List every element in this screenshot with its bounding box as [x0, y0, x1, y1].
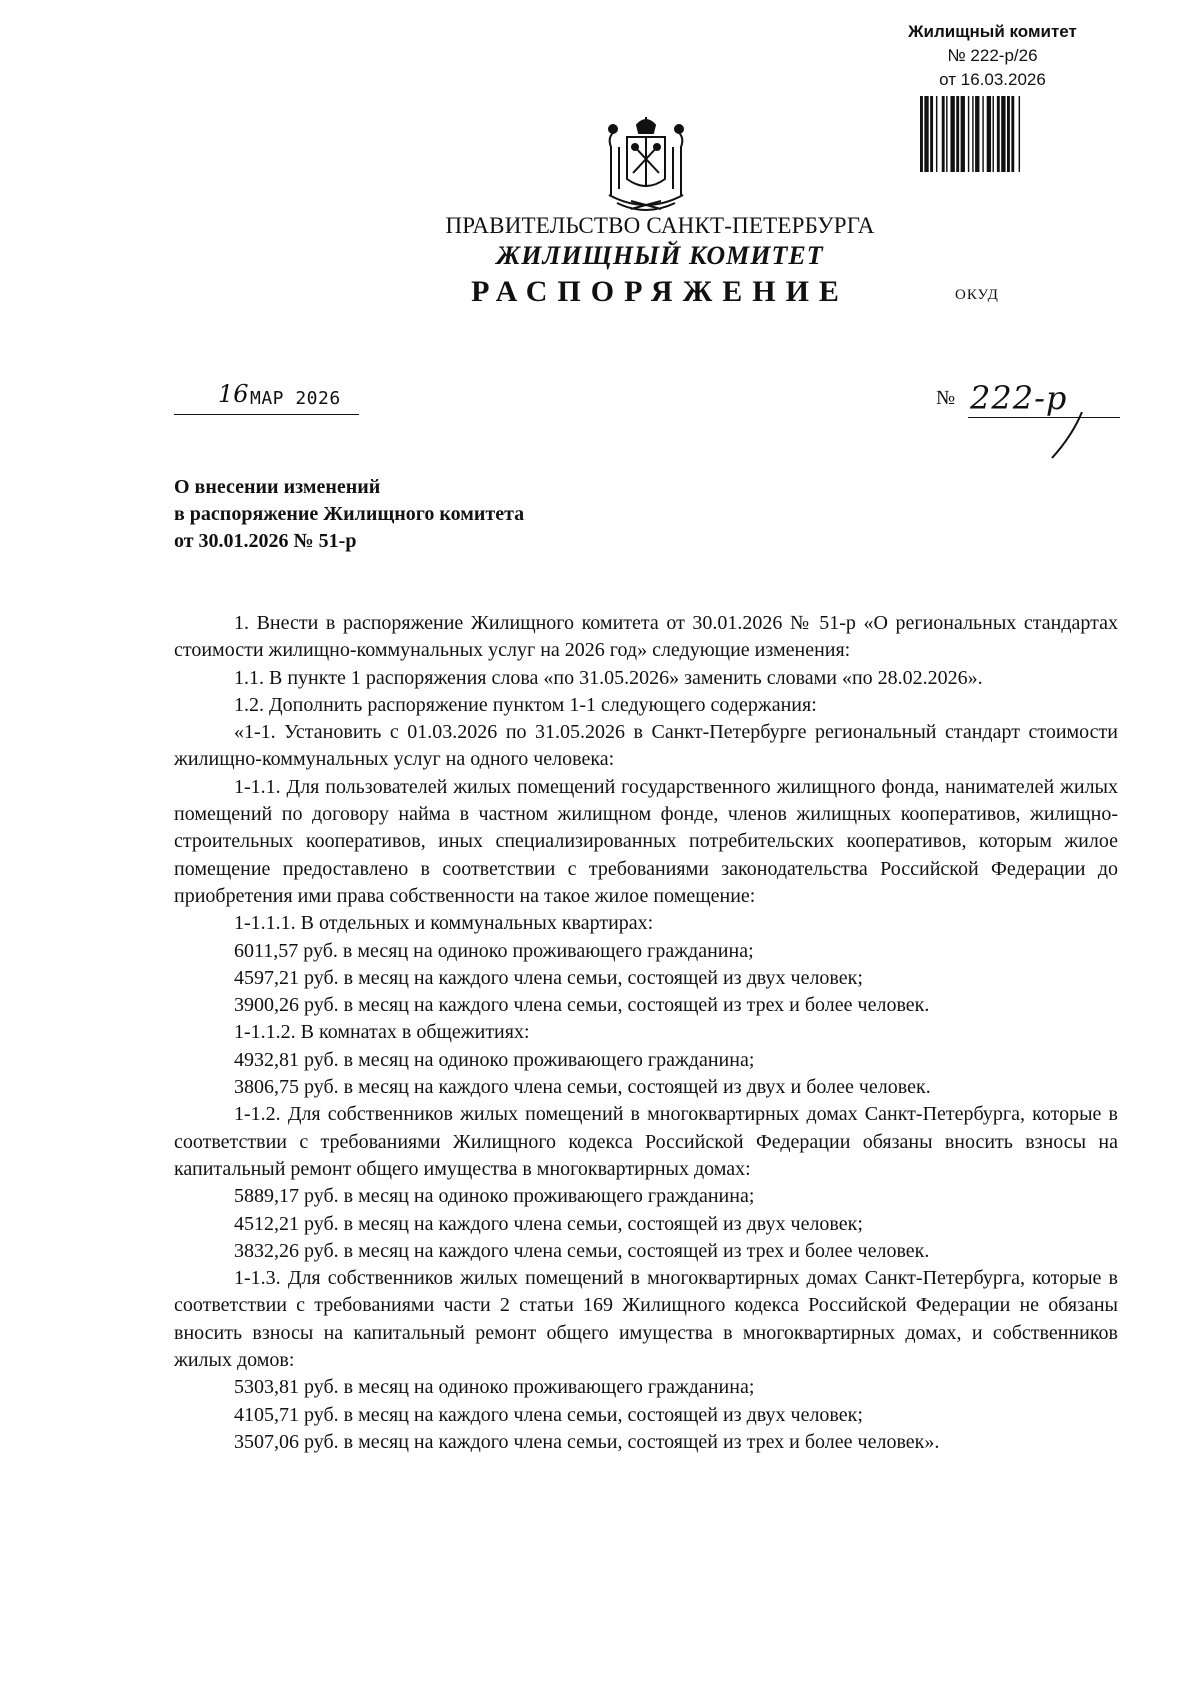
document-subject [174, 474, 524, 555]
stamp-date: от 16.03.2026 [939, 70, 1046, 89]
paragraph: 1. Внести в распоряжение Жилищного комитета от 30.01.2026 № 51-р «О региональных стандартах стоимости жилищно-коммунальных услуг на 2026 год» следующие изменения: [174, 612, 1118, 662]
paragraph: 3832,26 руб. в месяц на каждого члена семьи, состоящей из трех и более человек. [234, 1239, 930, 1262]
paragraph: 3900,26 руб. в месяц на каждого члена семьи, состоящей из трех и более человек. [234, 994, 930, 1017]
subject-line: О внесении изменений [174, 476, 381, 498]
subject-line: от 30.01.2026 № 51-р [174, 530, 357, 552]
paragraph: 1-1.2. Для собственников жилых помещений в многоквартирных домах Санкт-Петербурга, которые в соответствии с требованиями Жилищного кодекса Российской Федерации обязаны вносить взносы на капитальный ремонт общего имущества в многоквартирных домах: [174, 1103, 1118, 1180]
government-title: ПРАВИТЕЛЬСТВО САНКТ-ПЕТЕРБУРГА [445, 213, 875, 238]
paragraph: 1.1. В пункте 1 распоряжения слова «по 31.05.2026» заменить словами «по 28.02.2026». [234, 666, 983, 689]
issue-month-year: МАР 2026 [250, 388, 341, 409]
paragraph: 3507,06 руб. в месяц на каждого члена семьи, состоящей из трех и более человек». [234, 1430, 940, 1453]
document-type: РАСПОРЯЖЕНИЕ [471, 275, 849, 308]
registration-stamp [880, 20, 1105, 92]
paragraph: 3806,75 руб. в месяц на каждого члена семьи, состоящей из двух и более человек. [234, 1076, 931, 1099]
document-body [174, 610, 1118, 1456]
issue-day: 16 [218, 380, 249, 408]
paragraph: «1-1. Установить с 01.03.2026 по 31.05.2026 в Санкт-Петербурге региональный стандарт стоимости жилищно-коммунальных услуг на одного человека: [174, 721, 1118, 771]
paragraph: 1.2. Дополнить распоряжение пунктом 1-1 следующего содержания: [234, 693, 817, 716]
paragraph: 1-1.1.1. В отдельных и коммунальных квартирах: [234, 912, 654, 935]
paragraph: 1-1.1. Для пользователей жилых помещений государственного жилищного фонда, нанимателей жилых помещений по договору найма в частном жилищном фонде, членов жилищных кооперативов, жилищно-строительных кооперативов, иных специализированных потребительских кооперативов, которым жилое помещение предоставлено в соответствии с требованиями законодательства Российской Федерации до приобретения ими права собственности на такое жилое помещение: [174, 775, 1118, 907]
paragraph: 4597,21 руб. в месяц на каждого члена семьи, состоящей из двух человек; [234, 966, 863, 989]
stamp-number: № 222-р/26 [947, 46, 1038, 65]
barcode-icon [920, 96, 1084, 172]
paragraph: 6011,57 руб. в месяц на одиноко проживающего гражданина; [234, 939, 754, 962]
okud-label: ОКУД [955, 287, 999, 303]
paragraph: 5303,81 руб. в месяц на одиноко проживающего гражданина; [234, 1376, 755, 1399]
paragraph: 1-1.3. Для собственников жилых помещений в многоквартирных домах Санкт-Петербурга, которые в соответствии с требованиями части 2 статьи 169 Жилищного кодекса Российской Федерации не обязаны вносить взносы на капитальный ремонт общего имущества в многоквартирных домах, и собственников жилых домов: [174, 1267, 1118, 1372]
number-label: № [936, 387, 956, 409]
paragraph: 4932,81 руб. в месяц на одиноко проживающего гражданина; [234, 1048, 755, 1071]
coat-of-arms-icon [597, 117, 695, 217]
subject-line: в распоряжение Жилищного комитета [174, 503, 525, 525]
issue-date [174, 380, 359, 415]
stamp-org: Жилищный комитет [908, 22, 1077, 41]
paragraph: 4512,21 руб. в месяц на каждого члена семьи, состоящей из двух человек; [234, 1212, 863, 1235]
paragraph: 4105,71 руб. в месяц на каждого члена семьи, состоящей из двух человек; [234, 1403, 863, 1426]
issue-number [968, 379, 1120, 418]
paragraph: 1-1.1.2. В комнатах в общежитиях: [234, 1021, 530, 1044]
handwriting-stroke [1048, 412, 1088, 462]
committee-title: ЖИЛИЩНЫЙ КОМИТЕТ [496, 241, 824, 270]
paragraph: 5889,17 руб. в месяц на одиноко проживающего гражданина; [234, 1185, 755, 1208]
issue-number-value: 222-р [970, 379, 1068, 417]
